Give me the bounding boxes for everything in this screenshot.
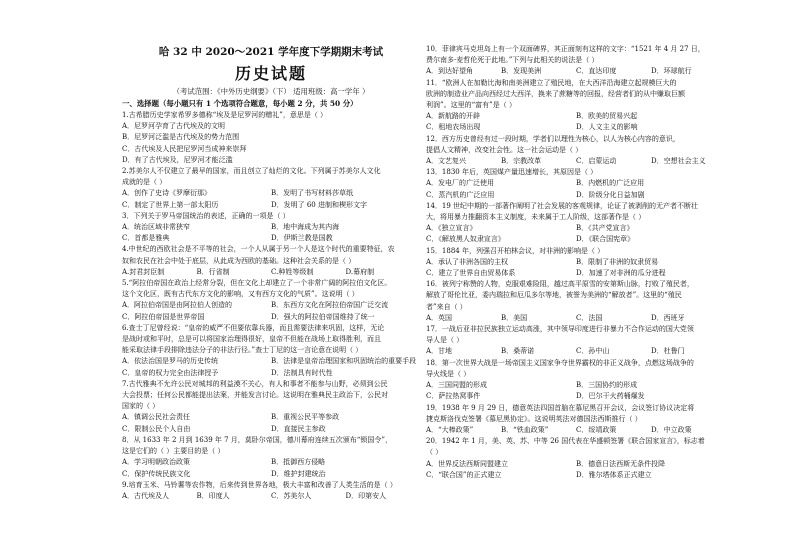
answer-option: A．发电厂的广泛使用: [426, 179, 495, 188]
question-item: [426, 78, 726, 134]
answer-option: B．法律是皇帝治理国家和巩固统治的重要手段: [271, 357, 417, 366]
answer-option: C．首都是雅典: [122, 234, 170, 243]
answer-option: D．伊斯兰教是国教: [271, 234, 333, 243]
question-stem-line: 提倡人文精神，改变社会性。这一社会运动是（ ）: [426, 145, 583, 154]
question-stem-line: 利润”。这里的“富有”是（ ）: [426, 101, 516, 110]
section-heading: 一、选择题（每小题只有 1 个选项符合题意，每小题 2 分，共 50 分）: [122, 99, 358, 108]
question-item: [426, 403, 726, 437]
answer-option: B．尼罗河泛滥是古代埃及的势力范围: [122, 133, 240, 142]
answer-option: C．阿拉伯帝国是世界帝国: [122, 312, 205, 321]
answer-option: C．《解放黑人奴隶宣言》: [426, 235, 505, 244]
answer-option: D．《联合国宪章》: [576, 235, 635, 244]
answer-option: A．“大棒政策”: [426, 425, 474, 434]
question-stem-line: 13．1830 年后，英国煤产量迅速增长，其原因是（ ）: [426, 168, 598, 177]
answer-option: C．萨拉热窝事件: [426, 392, 481, 401]
answer-option: A．《独立宣言》: [426, 224, 477, 233]
answer-option: C．启蒙运动: [576, 157, 617, 166]
answer-option: B．桑蒂诺: [501, 347, 535, 356]
answer-option: A．阿拉伯帝国是由阿拉伯人创造的: [122, 301, 233, 310]
answer-option: C．孙中山: [576, 347, 610, 356]
question-stem-line: 7.古代雅典不允许公民对城邦的利益漠不关心，有人和事者不能参与山野，必须到公民: [122, 379, 388, 388]
question-item: [426, 324, 726, 358]
answer-option: D．阶级分化日益加剧: [576, 190, 645, 199]
question-stem-line: 6.查士丁尼曾经说：“皇帝的威严不但要依靠兵器，而且需要法律来巩固，这样，无论: [122, 323, 385, 332]
question-item: [122, 211, 420, 245]
answer-option: B．发现美洲: [501, 67, 542, 76]
answer-option: B．宗教改革: [501, 157, 542, 166]
question-item: [426, 167, 726, 201]
answer-option: B．德意日法西斯无条件投降: [576, 459, 666, 468]
question-stem-line: 19．1938 年 9 月 29 日，德意英法四国首脑在慕尼黑召开会议，会议签订协议决定将: [426, 403, 695, 412]
answer-option: D．法制具有时代性: [271, 368, 333, 377]
answer-option: B．三国协约的形成: [576, 381, 638, 390]
answer-option: A．新航路的开辟: [426, 112, 481, 121]
question-stem-line: 11．“欧洲人在加勒比海和南美洲建立了殖民地，在大西洋沿海建立起规模巨大的: [426, 78, 677, 87]
answer-option: C．制定了世界上第一部太阳历: [122, 200, 219, 209]
question-stem-line: 大，将用暴力推翻资本主义制度，未来属于工人阶级，这部著作是（ ）: [426, 213, 646, 222]
question-stem-line: 4.中世纪的西欧社会是不平等的社会，一个人从属于另一个人是这个时代的重要特征，农: [122, 245, 395, 254]
answer-option: B．美国: [501, 313, 528, 322]
answer-option: C．蒸汽机的广泛应用: [426, 190, 495, 199]
question-stem-line: 5.“阿拉伯帝国在政治上经常分裂，但在文化上却建立了一个非常广阔的阿拉伯文化区。: [122, 279, 392, 288]
question-options: [122, 222, 420, 244]
question-item: [426, 44, 726, 78]
answer-option: B．《共产党宣言》: [576, 224, 634, 233]
answer-option: B．发明了书写材料莎草纸: [271, 189, 354, 198]
question-options: [426, 425, 726, 436]
question-options: [426, 459, 726, 481]
answer-option: D．杜鲁门: [651, 347, 685, 356]
answer-option: D．直接民主参政: [271, 424, 326, 433]
question-options: [426, 346, 726, 357]
question-item: [122, 379, 420, 435]
question-options: [122, 267, 420, 278]
question-options: [426, 178, 726, 200]
question-stem-line: 8．从 1633 年 2 月到 1639 年 7 月，莫卧尔帝国，德川幕府连续五次颁布“锁国令”，: [122, 435, 392, 444]
answer-option: D．人文主义的影响: [576, 123, 638, 132]
answer-option: A．甘地: [426, 347, 453, 356]
question-options: [122, 356, 420, 378]
question-item: [122, 244, 420, 278]
answer-option: B．限制了非洲的奴隶贸易: [576, 257, 659, 266]
answer-option: B．欧美的贸易兴起: [576, 112, 638, 121]
answer-option: C.种姓等级制: [271, 267, 314, 276]
question-item: [426, 436, 726, 481]
question-stem-line: 20．1942 年 1 月，美、英、苏、中等 26 国代表在华盛顿签署《联合国家宣言》，标志着: [426, 437, 705, 446]
answer-option: A．承认了非洲各国的主权: [426, 257, 509, 266]
question-options: [122, 121, 420, 166]
question-options: [426, 223, 726, 245]
question-stem-line: （ ）: [426, 448, 443, 457]
question-options: [426, 66, 726, 77]
answer-option: C．皇帝的权力完全由法律授予: [122, 368, 219, 377]
question-item: [122, 323, 420, 379]
question-stem-line: 12．西方历史曾经有过一段时期，学者们以理性为核心，以人为核心内容的意识，: [426, 134, 680, 143]
answer-option: A．到达好望角: [426, 67, 474, 76]
answer-option: A．尼罗河孕育了古代埃及的文明: [122, 122, 226, 131]
question-options: [122, 491, 420, 502]
question-options: [426, 111, 726, 133]
exam-subtitle: 历史试题: [234, 64, 307, 83]
question-item: [122, 166, 420, 211]
answer-option: A．镇调公民社会责任: [122, 413, 191, 422]
question-stem-line: 导人是（ ）: [426, 336, 464, 345]
question-list-right: [426, 44, 726, 481]
question-stem-line: 这是它们的（ ）主要目的是（ ）: [122, 447, 225, 456]
question-options: [426, 380, 726, 402]
answer-option: A．世界反法西斯同盟建立: [426, 459, 509, 468]
question-stem-line: 9.培育玉米、马铃薯等农作物，后来传到世界各地，极大丰富和改善了人类生活的是（ ）: [122, 480, 397, 489]
question-item: [426, 358, 726, 403]
answer-option: B．印度人: [196, 491, 230, 500]
question-stem-line: 是战时或和平时，总是可以将国家治理得很好，皇帝不但能在战场上取得胜利，而且: [122, 335, 381, 344]
question-list-left: [122, 110, 420, 502]
answer-option: A．创作了史诗《罗摩衍那》: [122, 189, 212, 198]
question-stem-line: 14．19 世纪中期的一部著作阐明了社会发展的客观规律，论证了被剥削的无产者不断壮: [426, 201, 699, 210]
answer-option: B．行省制: [196, 267, 230, 276]
answer-option: B．内燃机的广泛应用: [576, 179, 645, 188]
question-options: [426, 257, 726, 279]
answer-option: A．统治区域非常狭窄: [122, 223, 191, 232]
question-stem-line: 能采取法律手段排除违法分子的非法行径。”查士丁尼的这一言论意在说明（ ）: [122, 346, 363, 355]
answer-option: C．限制公民个人自由: [122, 424, 191, 433]
answer-option: D．巴尔干火药桶爆发: [576, 392, 645, 401]
question-stem-line: 导火线是（ ）: [426, 369, 471, 378]
answer-option: D．加速了对非洲的瓜分进程: [576, 269, 666, 278]
answer-option: C．苏美尔人: [271, 491, 312, 500]
question-stem-line: 17．一战后亚非拉民族独立运动高涨，其中领导印度进行非暴力不合作运动的国大党领: [426, 325, 694, 334]
question-options: [426, 313, 726, 324]
answer-option: D．中立政策: [651, 425, 692, 434]
question-stem-line: 15．1884 年，列强召开柏林会议，对非洲的影响是（ ）: [426, 246, 605, 255]
answer-option: B．东西方文化在阿拉伯帝国广泛交流: [271, 301, 389, 310]
question-stem-line: 解放了哥伦比亚，委内瑞拉和厄瓜多尔等地，被誉为美洲的“解放者”。这里的“殖民: [426, 291, 682, 300]
answer-option: B．重视公民平等参政: [271, 413, 340, 422]
question-stem-line: 欧洲的制造业产品向西经过大西洋，换来了蔗糖等的回报，经营者们的从中赚取巨额: [426, 89, 685, 98]
answer-option: D．空想社会主义: [651, 157, 706, 166]
question-options: [122, 457, 420, 479]
answer-option: D．维护封建统治: [271, 469, 326, 478]
answer-option: C．绥靖政策: [576, 425, 617, 434]
question-options: [122, 188, 420, 210]
left-column: [122, 44, 420, 560]
question-stem-line: 3．下列关于罗马帝国统治的表述，正确的一项是（ ）: [122, 211, 290, 220]
question-stem-line: 16．被列宁称赞的人物，克服艰难险阻，越过高平原雪的安第斯山脉，打败了殖民者，: [426, 280, 694, 289]
answer-option: C．法国: [576, 313, 603, 322]
answer-option: A．英国: [426, 313, 453, 322]
question-options: [426, 156, 726, 167]
question-item: [426, 201, 726, 246]
question-stem-line: 成就的是（ ）: [122, 178, 167, 187]
question-item: [122, 435, 420, 480]
answer-option: C．建立了世界自由贸易体系: [426, 269, 516, 278]
answer-option: D．强大的阿拉伯帝国维持了统一: [271, 312, 375, 321]
exam-title: 哈 32 中 2020～2021 学年度下学期期末考试: [158, 46, 384, 58]
question-item: [426, 246, 726, 280]
answer-option: C．古代埃及人民把尼罗河当成神来崇拜: [122, 144, 247, 153]
answer-option: A．古代埃及人: [122, 491, 170, 500]
answer-option: C．直达印度: [576, 67, 617, 76]
question-stem-line: 这个文化区，既有古代东方文化的影响，又有西方文化的气质”。这说明（ ）: [122, 290, 359, 299]
question-stem-line: 费尔南多·麦哲伦死于此地。”下列与此相关的说法是（ ）: [426, 56, 599, 65]
answer-option: B．地中海成为其内海: [271, 223, 340, 232]
question-item: [122, 480, 420, 502]
answer-option: D．西班牙: [651, 313, 685, 322]
answer-option: D．环球航行: [651, 67, 692, 76]
question-stem-line: 2.苏美尔人不仅建立了最早的国家，而且创立了灿烂的文化。下列属于苏美尔人文化: [122, 167, 381, 176]
exam-meta: （考试范围：《中外历史纲要》（下） 适用班级：高一学年 ）: [172, 87, 370, 96]
answer-option: C．租地农场出现: [426, 123, 481, 132]
answer-option: A.封君封臣制: [122, 267, 165, 276]
question-item: [122, 110, 420, 166]
answer-option: B．“铁血政策”: [501, 425, 549, 434]
answer-option: A．文艺复兴: [426, 157, 467, 166]
answer-option: C．保护传统民族文化: [122, 469, 191, 478]
question-stem-line: 奴和农民在社会中处于底层，从此成为西欧的基础。这种社会关系的是（ ）: [122, 256, 356, 265]
question-options: [122, 300, 420, 322]
answer-option: D．有了古代埃及，尼罗河才能泛滥: [122, 155, 233, 164]
question-options: [122, 412, 420, 434]
answer-option: A．学习明朝政治政策: [122, 458, 191, 467]
answer-option: D.幕府制: [345, 267, 375, 276]
question-stem-line: 国家的（ ）: [122, 402, 160, 411]
answer-option: B．抵御西方侵略: [271, 458, 326, 467]
answer-option: D．印第安人: [345, 491, 387, 500]
right-column: [426, 44, 726, 560]
answer-option: D．雅尔塔体系正式建立: [576, 470, 652, 479]
answer-option: D．发明了 60 进制和楔形文字: [271, 200, 367, 209]
question-stem-line: 大会投票；任何公民都能提出法案，并能发言讨论。这说明在雅典民主政治下，公民对: [122, 391, 388, 400]
answer-option: A．依法治国是罗马的历史传统: [122, 357, 219, 366]
question-stem-line: 捷克斯洛伐克签署《慕尼黑协定》。这说明英法对德国法西斯推行（ ）: [426, 414, 642, 423]
question-stem-line: 10．菲律宾马克坦岛上有一个双面碑界，其正面刻有这样的文字：“1521 年 4 月 27 日，: [426, 45, 705, 53]
answer-option: C．“联合国”的正式建立: [426, 470, 502, 479]
question-stem-line: 18．第一次世界大战是一场帝国主义国家争夺世界霸权的非正义战争，点燃这场战争的: [426, 358, 694, 367]
question-item: [122, 278, 420, 323]
answer-option: A．三国同盟的形成: [426, 381, 488, 390]
question-stem-line: 者”来自（ ）: [426, 302, 467, 311]
question-item: [426, 134, 726, 168]
question-item: [426, 279, 726, 324]
question-stem-line: 1.古希腊历史学家希罗多德称“埃及是尼罗河的赠礼”，意思是（ ）: [122, 111, 328, 119]
